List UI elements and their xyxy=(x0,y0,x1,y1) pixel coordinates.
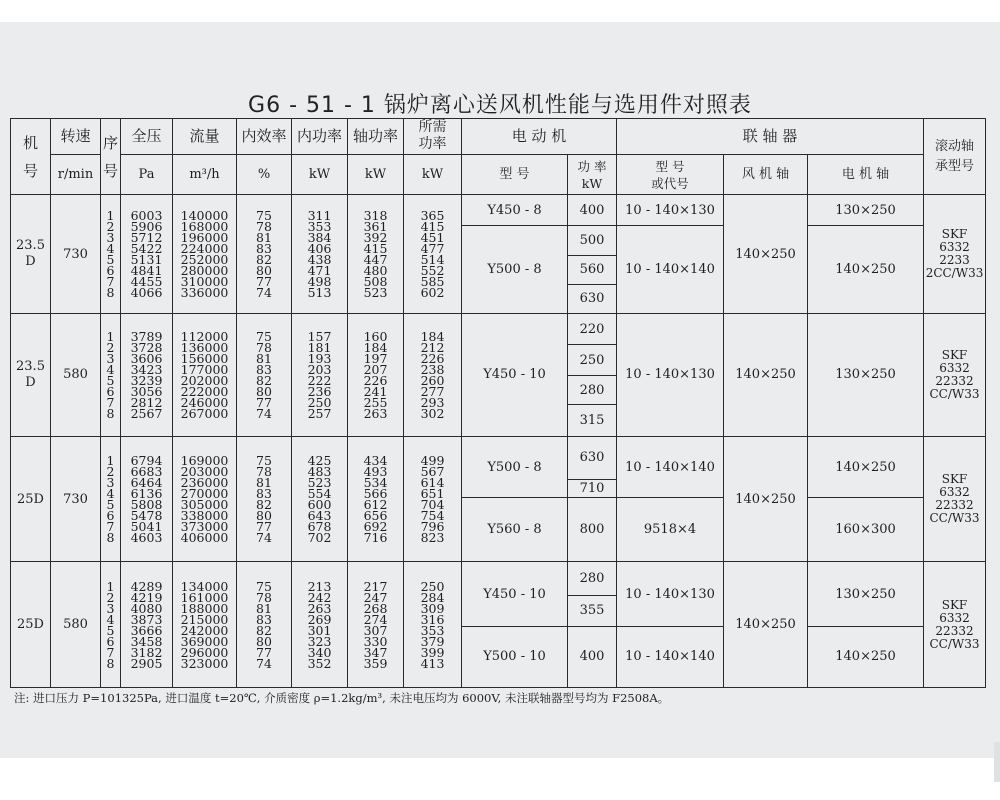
group3-motor1-power1: 630 xyxy=(568,437,617,480)
group3-motor2-power: 800 xyxy=(568,498,617,562)
group2-motor1-shaft: 130×250 xyxy=(808,313,924,436)
group1-machine: 23.5 D xyxy=(11,195,51,313)
group2-motor1-power3: 280 xyxy=(568,375,617,405)
header-motor: 电 动 机 xyxy=(462,119,617,155)
group3-speed: 730 xyxy=(51,437,101,562)
header-inner-power-unit: kW xyxy=(292,154,348,195)
header-speed-unit: r/min xyxy=(51,154,101,195)
header-efficiency: 内效率 xyxy=(237,119,292,155)
header-shaft-power-unit: kW xyxy=(348,154,404,195)
group1-speed: 730 xyxy=(51,195,101,313)
group1-motor2-power3: 630 xyxy=(568,285,617,314)
group1-shaft-power: 318 361 392 415 447 480 508 523 xyxy=(348,195,404,313)
group2-fan-shaft: 140×250 xyxy=(724,313,808,436)
group1-motor1-power: 400 xyxy=(568,195,617,226)
header-flow: 流量 xyxy=(173,119,237,155)
header-shaft-power: 轴功率 xyxy=(348,119,404,155)
group1-required-power: 365 415 451 477 514 552 585 602 xyxy=(404,195,462,313)
group2-motor1-coupling: 10 - 140×130 xyxy=(617,313,724,436)
group4-motor2-model: Y500 - 10 xyxy=(462,626,568,687)
group1-motor2-power2: 560 xyxy=(568,255,617,285)
group3-motor1-shaft: 140×250 xyxy=(808,437,924,498)
group2-bearing: SKF 6332 22332 CC/W33 xyxy=(924,313,986,436)
group2-shaft-power: 160 184 197 207 226 241 255 263 xyxy=(348,313,404,436)
header-fan-shaft: 风 机 轴 xyxy=(724,154,808,195)
group2-machine: 23.5 D xyxy=(11,313,51,436)
group4-inner-power: 213 242 263 269 301 323 340 352 xyxy=(292,562,348,688)
group3-bearing: SKF 6332 22332 CC/W33 xyxy=(924,437,986,562)
page-title: G6 - 51 - 1 锅炉离心送风机性能与选用件对照表 xyxy=(248,93,752,118)
group1-inner-power: 311 353 384 406 438 471 498 513 xyxy=(292,195,348,313)
group1-motor1-shaft: 130×250 xyxy=(808,195,924,226)
group1-pressure: 6003 5906 5712 5422 5131 4841 4455 4066 xyxy=(121,195,173,313)
header-required-power-unit: kW xyxy=(404,154,462,195)
group2-motor1-model: Y450 - 10 xyxy=(462,313,568,436)
group4-pressure: 4289 4219 4080 3873 3666 3458 3182 2905 xyxy=(121,562,173,688)
header-efficiency-unit: % xyxy=(237,154,292,195)
group1-motor2-coupling: 10 - 140×140 xyxy=(617,226,724,314)
group4-efficiency: 75 78 81 83 82 80 77 74 xyxy=(237,562,292,688)
group4-motor1-coupling: 10 - 140×130 xyxy=(617,562,724,626)
header-motor-model: 型 号 xyxy=(462,154,568,195)
header-machine: 机 号 xyxy=(11,119,51,195)
group3-fan-shaft: 140×250 xyxy=(724,437,808,562)
group1-seq: 1 2 3 4 5 6 7 8 xyxy=(101,195,121,313)
group3-motor1-coupling: 10 - 140×140 xyxy=(617,437,724,498)
group1-flow: 140000 168000 196000 224000 252000 280000 310000 336000 xyxy=(173,195,237,313)
group3-inner-power: 425 483 523 554 600 643 678 702 xyxy=(292,437,348,562)
header-motor-shaft: 电 机 轴 xyxy=(808,154,924,195)
group4-motor1-power1: 280 xyxy=(568,562,617,596)
group4-motor2-power: 400 xyxy=(568,626,617,687)
header-coupling-model: 型 号 或代号 xyxy=(617,154,724,195)
group1-motor2-shaft: 140×250 xyxy=(808,226,924,314)
group2-inner-power: 157 181 193 203 222 236 250 257 xyxy=(292,313,348,436)
footnote: 注: 进口压力 P=101325Pa, 进口温度 t=20℃, 介质密度 ρ=1.2kg/m³, 未注电压均为 6000V, 未注联轴器型号均为 F2508A。 xyxy=(14,691,670,705)
group2-speed: 580 xyxy=(51,313,101,436)
group3-motor2-coupling: 9518×4 xyxy=(617,498,724,562)
group4-required-power: 250 284 309 316 353 379 399 413 xyxy=(404,562,462,688)
group2-flow: 112000 136000 156000 177000 202000 222000 246000 267000 xyxy=(173,313,237,436)
group3-motor1-model: Y500 - 8 xyxy=(462,437,568,498)
group4-speed: 580 xyxy=(51,562,101,688)
group1-bearing: SKF 6332 2233 2CC/W33 xyxy=(924,195,986,313)
group3-shaft-power: 434 493 534 566 612 656 692 716 xyxy=(348,437,404,562)
group4-fan-shaft: 140×250 xyxy=(724,562,808,688)
group1-efficiency: 75 78 81 83 82 80 77 74 xyxy=(237,195,292,313)
header-flow-unit: m³/h xyxy=(173,154,237,195)
group4-bearing: SKF 6332 22332 CC/W33 xyxy=(924,562,986,688)
group2-motor1-power4: 315 xyxy=(568,405,617,437)
header-seq: 序 号 xyxy=(101,119,121,195)
group4-flow: 134000 161000 188000 215000 242000 369000 296000 323000 xyxy=(173,562,237,688)
performance-table xyxy=(10,118,986,688)
group3-motor1-power2: 710 xyxy=(568,479,617,497)
group3-seq: 1 2 3 4 5 6 7 8 xyxy=(101,437,121,562)
header-coupling: 联 轴 器 xyxy=(617,119,924,155)
group3-required-power: 499 567 614 651 704 754 796 823 xyxy=(404,437,462,562)
group1-motor1-coupling: 10 - 140×130 xyxy=(617,195,724,226)
group2-pressure: 3789 3728 3606 3423 3239 3056 2812 2567 xyxy=(121,313,173,436)
group4-motor2-coupling: 10 - 140×140 xyxy=(617,626,724,687)
header-motor-power: 功 率 kW xyxy=(568,154,617,195)
group2-seq: 1 2 3 4 5 6 7 8 xyxy=(101,313,121,436)
group4-motor1-shaft: 130×250 xyxy=(808,562,924,626)
header-speed: 转速 xyxy=(51,119,101,155)
group1-motor1-model: Y450 - 8 xyxy=(462,195,568,226)
group3-flow: 169000 203000 236000 270000 305000 338000 373000 406000 xyxy=(173,437,237,562)
header-pressure-unit: Pa xyxy=(121,154,173,195)
header-bearing: 滚动轴 承型号 xyxy=(924,119,986,195)
header-pressure: 全压 xyxy=(121,119,173,155)
group4-motor1-model: Y450 - 10 xyxy=(462,562,568,626)
group4-shaft-power: 217 247 268 274 307 330 347 359 xyxy=(348,562,404,688)
group4-machine: 25D xyxy=(11,562,51,688)
group2-motor1-power2: 250 xyxy=(568,345,617,376)
group2-efficiency: 75 78 81 83 82 80 77 74 xyxy=(237,313,292,436)
group2-required-power: 184 212 226 238 260 277 293 302 xyxy=(404,313,462,436)
group2-motor1-power1: 220 xyxy=(568,313,617,345)
group1-motor2-power1: 500 xyxy=(568,226,617,256)
group3-pressure: 6794 6683 6464 6136 5808 5478 5041 4603 xyxy=(121,437,173,562)
header-inner-power: 内功率 xyxy=(292,119,348,155)
group3-machine: 25D xyxy=(11,437,51,562)
group3-motor2-model: Y560 - 8 xyxy=(462,498,568,562)
group3-efficiency: 75 78 81 83 82 80 77 74 xyxy=(237,437,292,562)
group4-motor1-power2: 355 xyxy=(568,596,617,627)
group4-seq: 1 2 3 4 5 6 7 8 xyxy=(101,562,121,688)
group3-motor2-shaft: 160×300 xyxy=(808,498,924,562)
header-required-power: 所需 功率 xyxy=(404,119,462,155)
group1-fan-shaft: 140×250 xyxy=(724,195,808,313)
group1-motor2-model: Y500 - 8 xyxy=(462,226,568,314)
group4-motor2-shaft: 140×250 xyxy=(808,626,924,687)
